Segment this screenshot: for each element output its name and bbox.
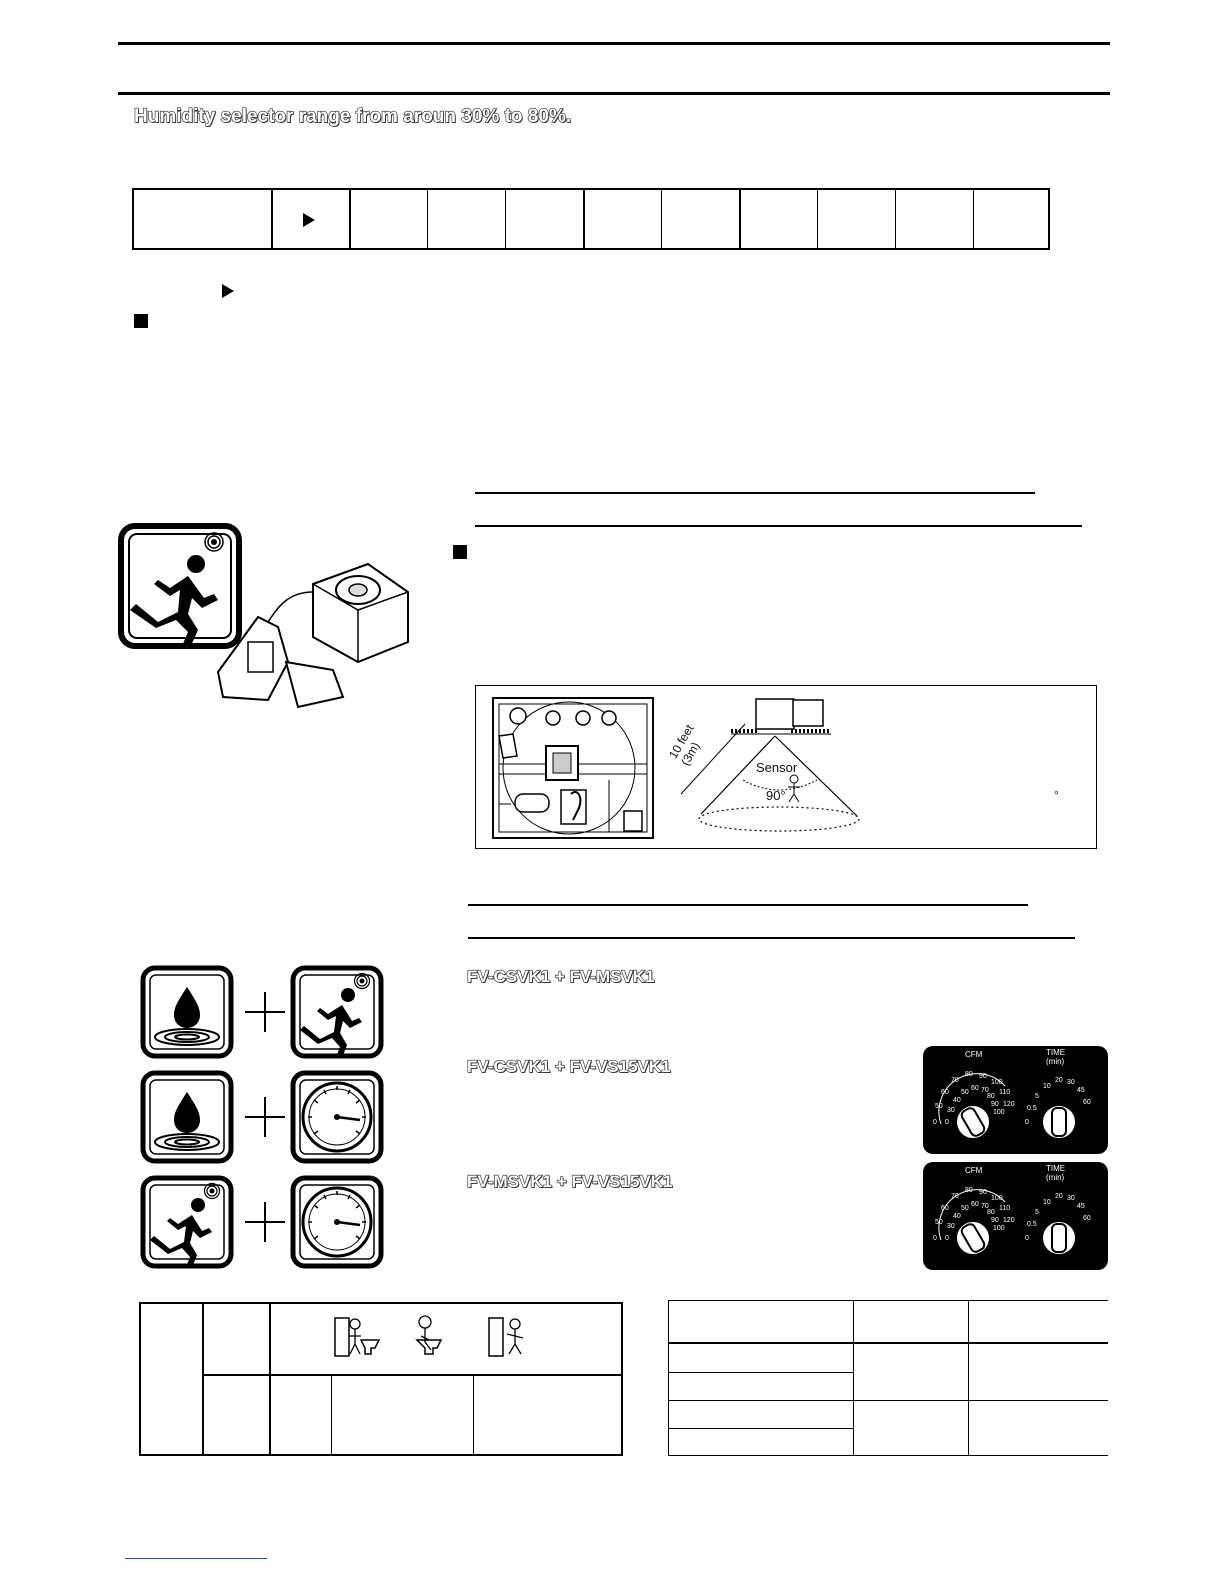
svg-text:45: 45 <box>1077 1203 1085 1210</box>
cfm-knob <box>933 1180 1023 1265</box>
svg-text:110: 110 <box>999 1089 1011 1096</box>
svg-text:0: 0 <box>945 1119 949 1126</box>
svg-text:70: 70 <box>951 1077 959 1084</box>
svg-text:30: 30 <box>947 1107 955 1114</box>
cfm-title: CFM <box>965 1166 983 1175</box>
svg-text:80: 80 <box>965 1187 973 1194</box>
time-title: TIME <box>1046 1164 1066 1173</box>
cfm-title: CFM <box>965 1050 983 1059</box>
sensor-coverage-diagram <box>475 685 1097 849</box>
top-rule-1 <box>118 42 1110 45</box>
svg-text:90: 90 <box>991 1217 999 1224</box>
time-knob <box>1021 1180 1106 1265</box>
combo-label-2: FV-CSVK1 + FV-VS15VK1 <box>467 1057 671 1076</box>
svg-text:60: 60 <box>1083 1215 1091 1222</box>
svg-text:10: 10 <box>1043 1083 1051 1090</box>
svg-text:30: 30 <box>947 1223 955 1230</box>
time-unit: (min) <box>1046 1057 1065 1066</box>
top-rule-2 <box>118 92 1110 95</box>
section-bullet-icon <box>453 545 467 559</box>
svg-text:0.5: 0.5 <box>1027 1105 1037 1112</box>
section-bullet-icon <box>134 314 148 328</box>
occupancy-table <box>139 1302 623 1456</box>
svg-text:0: 0 <box>945 1235 949 1242</box>
play-marker-icon <box>222 284 234 298</box>
combo-label-1: FV-CSVK1 + FV-MSVK1 <box>467 967 655 986</box>
svg-text:100: 100 <box>993 1109 1005 1116</box>
humidity-scale-table <box>132 188 1050 250</box>
play-marker-icon <box>303 213 315 227</box>
room-floorplan <box>491 696 656 841</box>
svg-text:120: 120 <box>1003 1101 1015 1108</box>
svg-text:5: 5 <box>1035 1093 1039 1100</box>
svg-text:120: 120 <box>1003 1217 1015 1224</box>
cfm-time-dial-panel-1 <box>923 1046 1108 1154</box>
svg-text:45: 45 <box>1077 1087 1085 1094</box>
humidity-note: Humidity selector range from aroun 30% to 80%. <box>134 106 572 127</box>
svg-text:40: 40 <box>953 1213 961 1220</box>
svg-text:100: 100 <box>993 1225 1005 1232</box>
svg-text:20: 20 <box>1055 1077 1063 1084</box>
svg-text:40: 40 <box>953 1097 961 1104</box>
svg-text:50: 50 <box>961 1205 969 1212</box>
svg-text:60: 60 <box>971 1201 979 1208</box>
occupancy-pictograms <box>331 1310 541 1368</box>
cfm-time-dial-panel-2 <box>923 1162 1108 1270</box>
svg-text:100: 100 <box>991 1079 1003 1086</box>
sensor-label: Sensor <box>756 760 798 775</box>
svg-text:70: 70 <box>981 1087 989 1094</box>
cfm-knob <box>933 1064 1023 1149</box>
svg-text:0.5: 0.5 <box>1027 1221 1037 1228</box>
svg-text:30: 30 <box>1067 1079 1075 1086</box>
svg-text:60: 60 <box>1083 1099 1091 1106</box>
svg-text:60: 60 <box>941 1205 949 1212</box>
motion-rule-1 <box>475 492 1035 494</box>
svg-text:50: 50 <box>935 1219 943 1226</box>
svg-text:30: 30 <box>1067 1195 1075 1202</box>
time-title: TIME <box>1046 1048 1066 1057</box>
svg-text:90: 90 <box>991 1101 999 1108</box>
settings-table <box>668 1300 1108 1456</box>
time-knob <box>1021 1064 1106 1149</box>
combination-icons <box>140 965 390 1270</box>
svg-text:20: 20 <box>1055 1193 1063 1200</box>
svg-text:80: 80 <box>987 1209 995 1216</box>
svg-text:110: 110 <box>999 1205 1011 1212</box>
svg-text:100: 100 <box>991 1195 1003 1202</box>
angle-label: 90° <box>766 788 786 803</box>
svg-text:70: 70 <box>951 1193 959 1200</box>
combo-label-3: FV-MSVK1 + FV-VS15VK1 <box>467 1172 673 1191</box>
svg-text:60: 60 <box>941 1089 949 1096</box>
time-unit: (min) <box>1046 1173 1065 1182</box>
footer-link-rule <box>125 1558 267 1559</box>
svg-text:50: 50 <box>961 1089 969 1096</box>
svg-text:0: 0 <box>933 1235 937 1242</box>
combo-rule-2 <box>468 937 1075 939</box>
distance-label: 10 feet (3m) <box>666 722 703 768</box>
degree-mark: ° <box>1054 788 1059 802</box>
svg-text:0: 0 <box>1025 1235 1029 1242</box>
motion-rule-2 <box>475 525 1082 527</box>
combo-rule-1 <box>468 904 1028 906</box>
svg-text:50: 50 <box>935 1103 943 1110</box>
svg-text:0: 0 <box>933 1119 937 1126</box>
svg-text:10: 10 <box>1043 1199 1051 1206</box>
svg-text:80: 80 <box>965 1071 973 1078</box>
svg-text:90: 90 <box>979 1189 987 1196</box>
svg-text:0: 0 <box>1025 1119 1029 1126</box>
svg-text:5: 5 <box>1035 1209 1039 1216</box>
svg-text:60: 60 <box>971 1085 979 1092</box>
svg-text:80: 80 <box>987 1093 995 1100</box>
svg-text:70: 70 <box>981 1203 989 1210</box>
motion-sensor-product-illustration <box>118 522 418 722</box>
svg-text:90: 90 <box>979 1073 987 1080</box>
